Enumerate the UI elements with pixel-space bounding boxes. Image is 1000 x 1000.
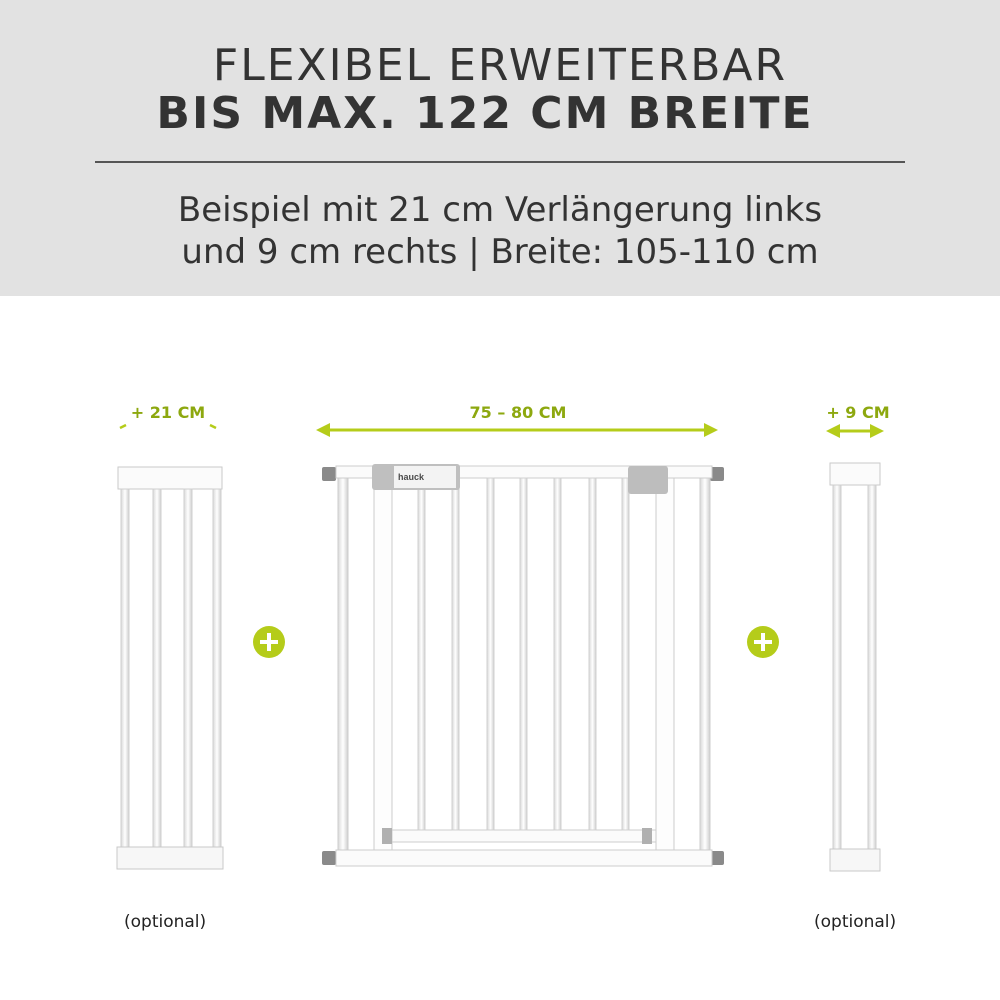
left-optional-label: (optional) xyxy=(124,912,207,932)
title-line-1: FLEXIBEL ERWEITERBAR xyxy=(212,40,788,91)
left-extension-dimension-arrow xyxy=(120,425,216,428)
title-line-2: BIS MAX. 122 CM BREITE xyxy=(156,88,814,139)
subtitle-line-2: und 9 cm rechts | Breite: 105-110 cm xyxy=(181,232,819,272)
gate-width-dimension-label: 75 – 80 CM xyxy=(469,403,567,422)
plus-circle-icon xyxy=(253,626,285,658)
right-extension-panel xyxy=(830,463,880,871)
left-extension-panel xyxy=(117,467,223,869)
gate-width-dimension-arrow xyxy=(316,423,718,437)
subtitle-line-1: Beispiel mit 21 cm Verlängerung links xyxy=(177,190,823,230)
right-optional-label: (optional) xyxy=(814,912,897,932)
right-extension-dimension-label: + 9 CM xyxy=(826,403,890,422)
brand-logo: hauck xyxy=(398,472,425,482)
left-extension-dimension-label: + 21 CM xyxy=(130,403,206,422)
plus-circle-icon xyxy=(747,626,779,658)
right-extension-dimension-arrow xyxy=(826,424,884,438)
main-gate xyxy=(322,464,724,866)
